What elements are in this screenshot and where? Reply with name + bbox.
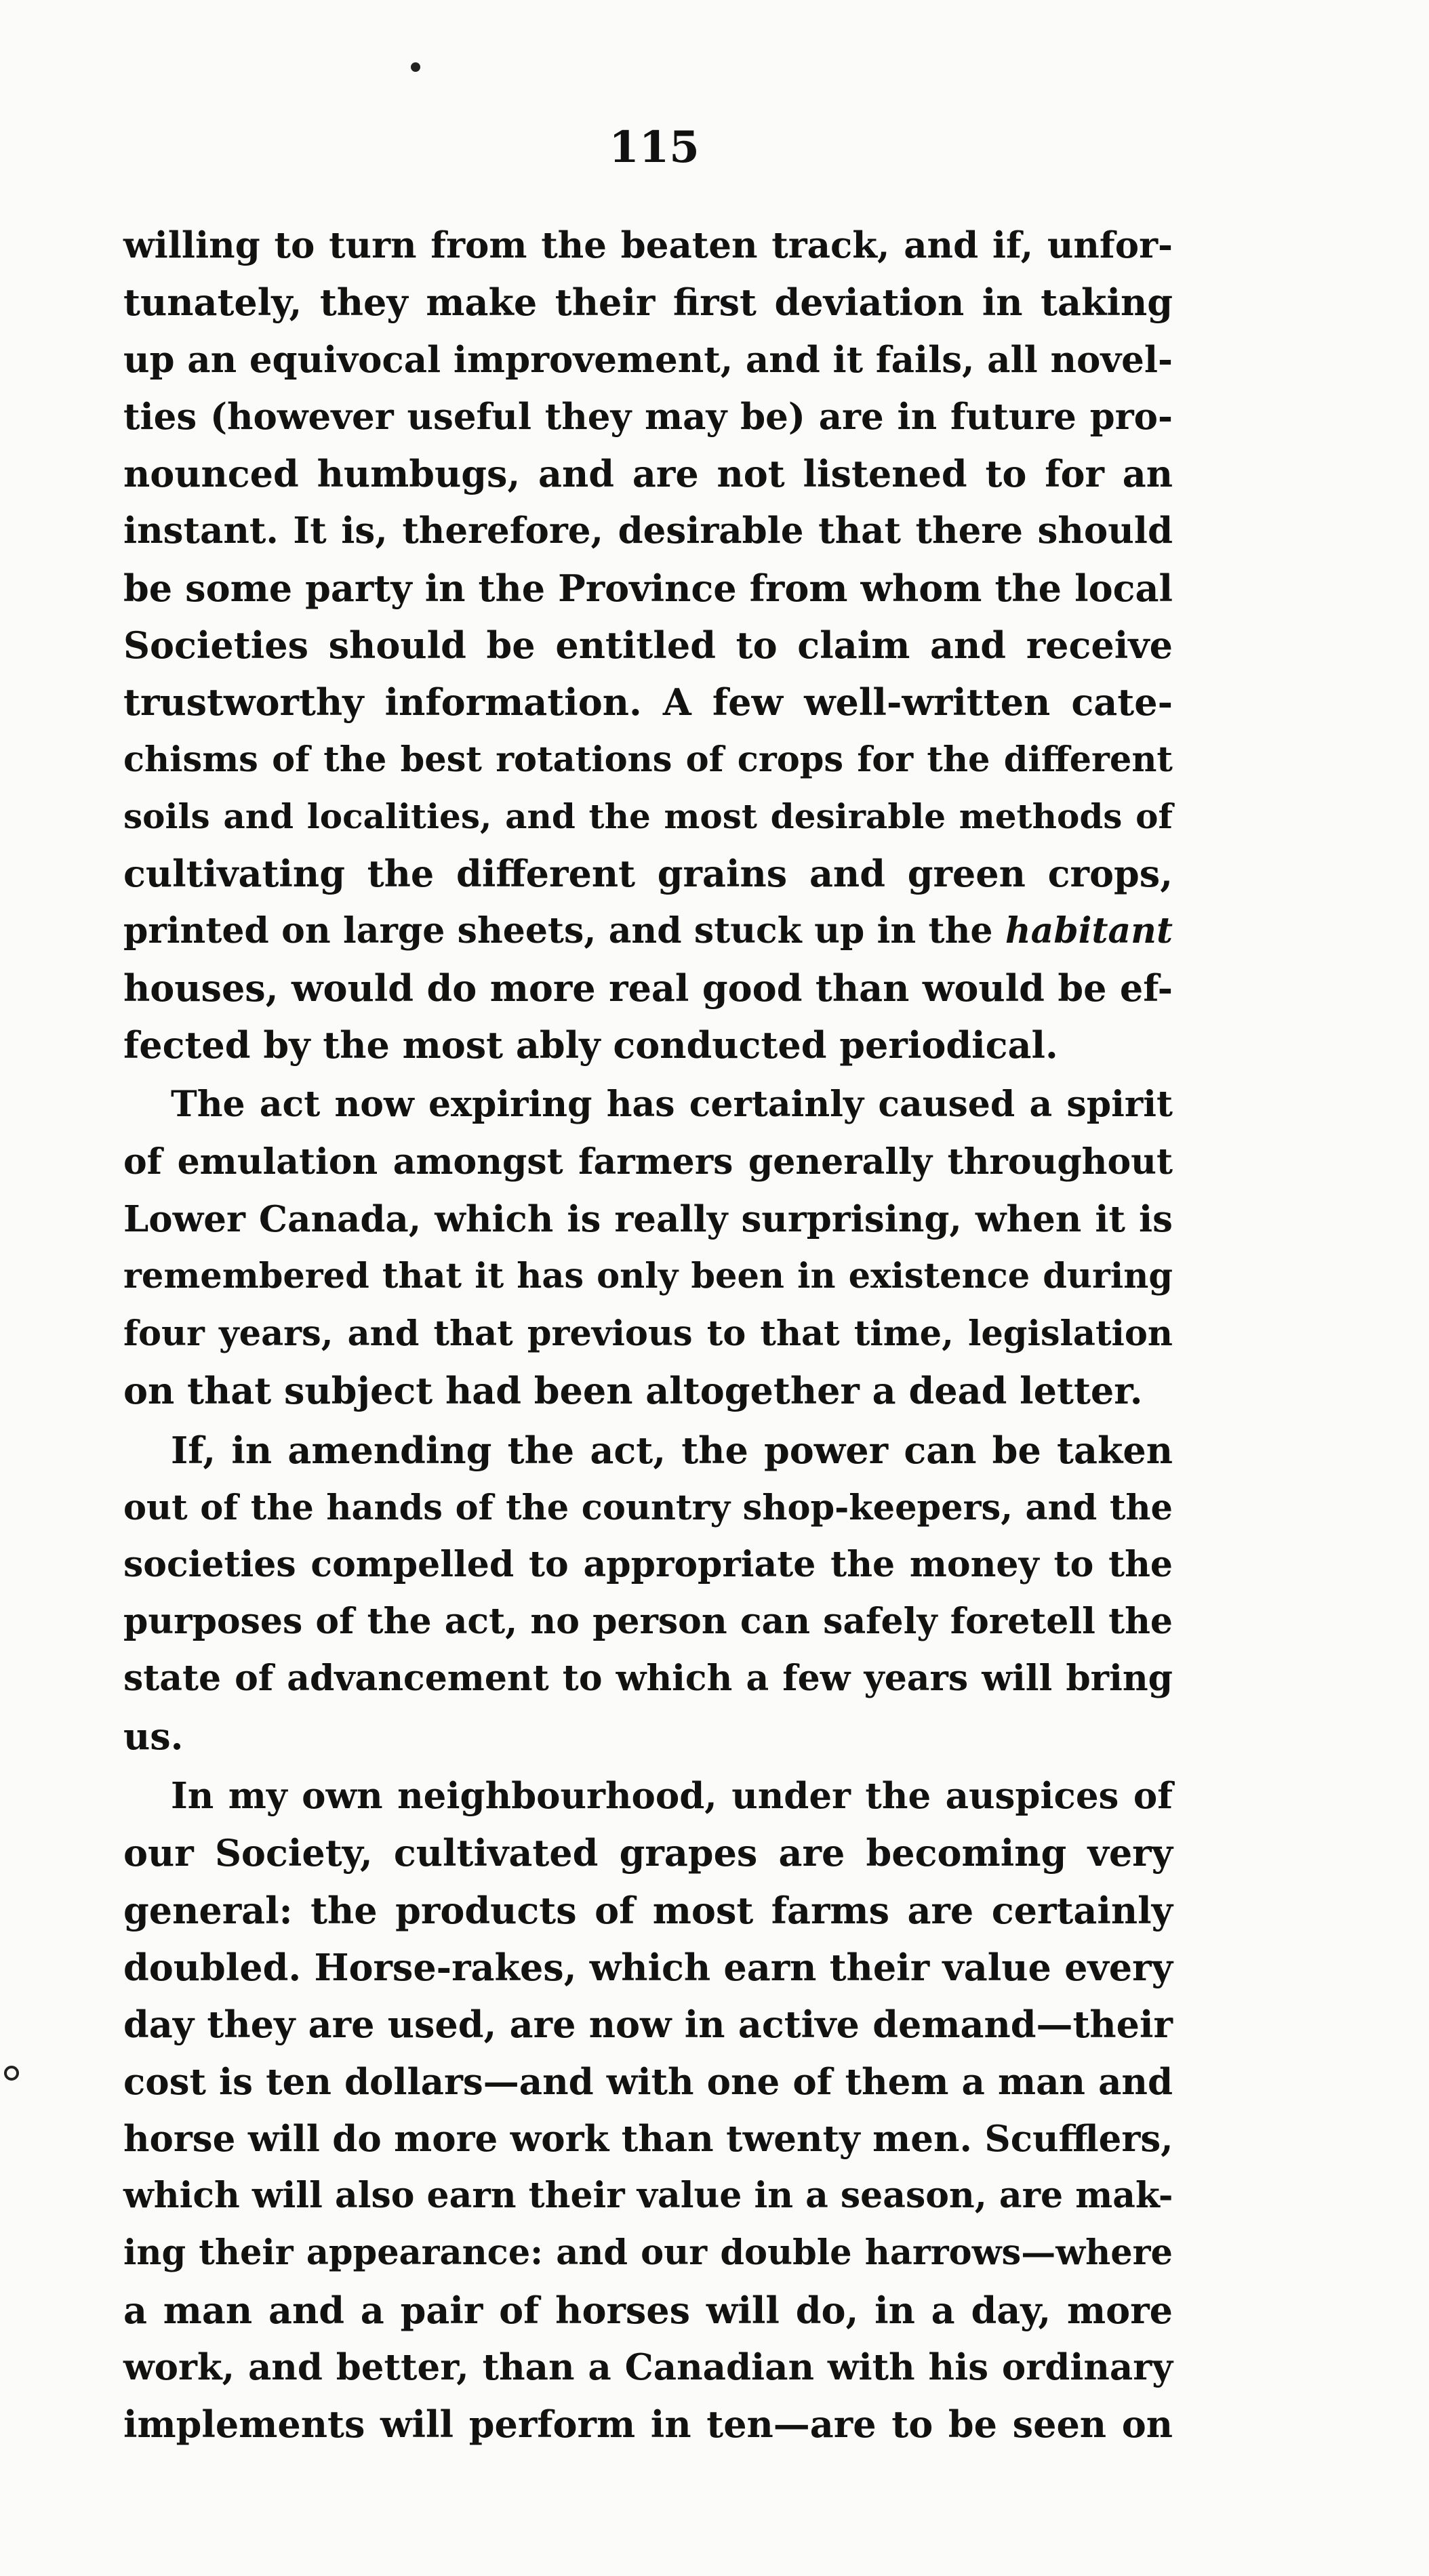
text-line: soils and localities, and the most desirable methods of	[123, 796, 1173, 836]
text-line: tunately, they make their first deviation in taking	[123, 281, 1173, 325]
text-line: nounced humbugs, and are not listened to for an	[123, 452, 1173, 496]
text-line: which will also earn their value in a season, are mak-	[123, 2175, 1173, 2217]
ink-speck	[411, 62, 420, 72]
text-line: houses, would do more real good than would be ef-	[123, 966, 1173, 1010]
paragraph	[123, 1767, 1173, 2453]
text-line: of emulation amongst farmers generally throughout	[123, 1141, 1173, 1183]
text-line: instant. It is, therefore, desirable that there should	[123, 510, 1173, 552]
text-line: The act now expiring has certainly caused a spirit	[171, 1084, 1173, 1126]
text-line: doubled. Horse-rakes, which earn their value every	[123, 1945, 1173, 1989]
text-line: cultivating the different grains and green crops,	[123, 852, 1173, 896]
text-line: implements will perform in ten—are to be seen on	[123, 2403, 1173, 2447]
text-line: general: the products of most farms are certainly	[123, 1888, 1173, 1932]
text-line: willing to turn from the beaten track, and if, unfor-	[123, 224, 1173, 266]
ink-speck	[4, 2066, 19, 2081]
page-number: 115	[609, 122, 700, 173]
text-line: ties (however useful they may be) are in future pro-	[123, 395, 1173, 438]
text-line: purposes of the act, no person can safely foretell the	[123, 1601, 1173, 1643]
text-line: chisms of the best rotations of crops for the different	[123, 739, 1173, 780]
text-line: on that subject had been altogether a dead letter.	[123, 1368, 1143, 1412]
text-line: societies compelled to appropriate the money to the	[123, 1543, 1173, 1585]
text-line: day they are used, are now in active demand—their	[123, 2003, 1173, 2047]
text-line: state of advancement to which a few years will bring	[123, 1658, 1173, 1700]
text-line: four years, and that previous to that time, legislation	[123, 1313, 1173, 1354]
body-text	[123, 217, 1173, 2453]
paragraph	[123, 1076, 1173, 1419]
text-line: our Society, cultivated grapes are becoming very	[123, 1831, 1173, 1875]
text-line: horse will do more work than twenty men. Scufflers,	[123, 2117, 1173, 2160]
text-line: In my own neighbourhood, under the auspices of	[171, 1775, 1173, 1818]
text-line: ing their appearance: and our double harrows—where	[123, 2232, 1173, 2274]
paragraph	[123, 217, 1173, 1074]
text-line: us.	[123, 1714, 184, 1758]
text-line: be some party in the Province from whom the local	[123, 566, 1173, 610]
text-line: cost is ten dollars—and with one of them a man and	[123, 2060, 1173, 2103]
italic-word: habitant	[1005, 909, 1173, 952]
text-line: printed on large sheets, and stuck up in the habitant	[123, 909, 1173, 952]
text-line: trustworthy information. A few well-written cate-	[123, 680, 1173, 724]
text-line: Lower Canada, which is really surprising, when it is	[123, 1198, 1173, 1241]
text-line: out of the hands of the country shop-keepers, and the	[123, 1487, 1173, 1528]
text-line: remembered that it has only been in existence during	[123, 1256, 1173, 1297]
text-line: work, and better, than a Canadian with his ordinary	[123, 2346, 1173, 2388]
text-line: fected by the most ably conducted periodical.	[123, 1023, 1058, 1067]
text-line: Societies should be entitled to claim and receive	[123, 623, 1173, 668]
text-line: If, in amending the act, the power can be taken	[171, 1429, 1173, 1473]
text-line: up an equivocal improvement, and it fails, all novel-	[123, 338, 1173, 381]
paragraph	[123, 1422, 1173, 1765]
text-line: a man and a pair of horses will do, in a day, more	[123, 2288, 1173, 2332]
